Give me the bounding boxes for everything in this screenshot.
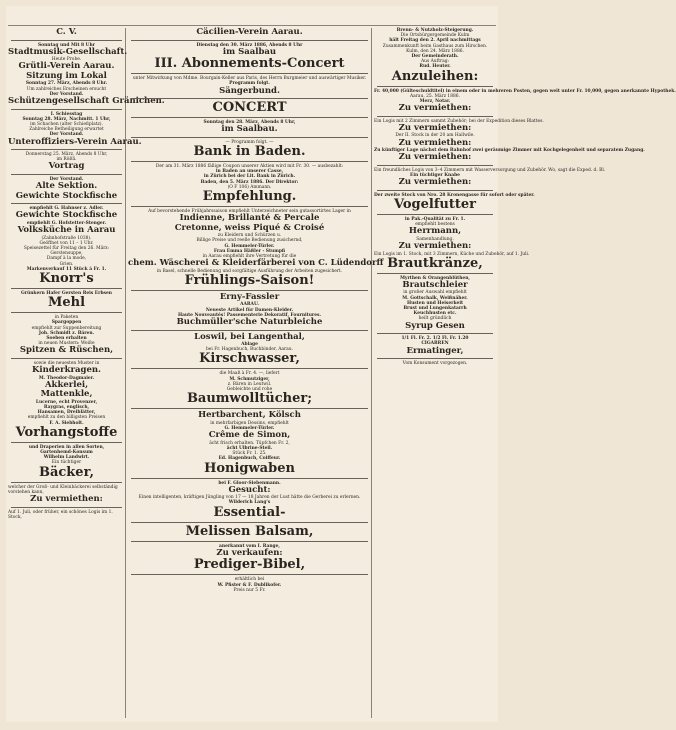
col3-line: Ein freundliches Logis von 3–4 Zimmern mit Wasserversorgung und Zubehör. Wo, sagt die Exped. d. Bl. <box>374 167 606 173</box>
col1-line: Akkerlei, <box>44 379 89 390</box>
col1-line: Gerstensuppe, <box>50 251 83 257</box>
ad-divider <box>131 478 368 479</box>
col2-line: AARAU. <box>240 302 259 308</box>
col3-line: Der Gemeinderath. <box>411 54 459 60</box>
ad-divider <box>11 288 122 289</box>
col1-line: C. V. <box>56 27 77 37</box>
col1-line: in Paketen <box>54 315 79 321</box>
col1-line: Volksküche in Aarau <box>17 225 116 236</box>
ad-divider <box>11 482 122 483</box>
col2-line: Erny-Fassler <box>219 291 280 302</box>
col3-line: Vom Konsument vorgezogen. <box>402 361 468 367</box>
col2-line: Der am 31. März 1886 fällige Coupon unserer Aktien wird mit Fr. 30. — ausbezahlt: <box>155 164 344 170</box>
ad-divider <box>11 442 122 443</box>
col2-line: Prediger-Bibel, <box>193 557 306 573</box>
col3-line: in Pak.-Qualität zu Fr. 1. <box>404 216 466 222</box>
col3-line: 1/1 Fl. Fr. 2. 1/2 Fl. Fr. 1.20 <box>401 336 469 342</box>
col2-line: im Saalbau <box>222 46 277 57</box>
col1-line: Spargoppen <box>51 320 82 326</box>
col3-line: Brautkränze, <box>387 255 483 271</box>
col3-line: Der II. Stock in der 20 am Hallwile. <box>395 133 475 139</box>
col1-line: Wilhelm Landwirt. <box>43 455 90 461</box>
col2-line: erhältlich bei <box>234 577 265 583</box>
col1-line: Markenverkauf 11 Stück à Fr. 1. <box>26 266 107 272</box>
col1-line: und Draperien in allen Sorten, <box>28 444 105 450</box>
col3-line: Zu künftiger Lage nächst dem Bahnhof zwei geräumige Zimmer mit Kochgelegenheit und separatem Zugang. <box>374 148 645 154</box>
col2-line: Ablage <box>241 342 258 348</box>
col3-line: Zu vermiethen: <box>398 103 472 114</box>
ad-divider <box>131 541 368 542</box>
col1-line: Speisezettel für Freitag den 26. März: <box>23 245 110 251</box>
ad-divider <box>377 273 493 274</box>
ad-divider <box>11 174 122 175</box>
col2-line: die Maaß à Fr. 4. —, liefert <box>219 371 280 377</box>
col2-line: in Baden an unserer Casse, <box>215 169 284 175</box>
col1-line: Ein tüchtiger <box>51 460 82 466</box>
col1-line: empfiehlt G. Hahnser z. Adler. <box>29 206 104 212</box>
col1-line: I. Schiesstag <box>50 111 83 117</box>
col2-line: zu Kleidern und Schürzen u. <box>217 233 282 239</box>
ad-divider <box>131 330 368 331</box>
col3-line: heilt gründlich <box>418 316 452 322</box>
col2-line: Stück Fr. 1. 25. <box>232 451 267 457</box>
col2-line: Buchmüller'sche Naturbleiche <box>176 317 323 328</box>
col2-line: Auf bevorstehende Frühjahrssaison empfiehlt Unterzeichneter sein gutassortirtes Lager in <box>148 209 351 215</box>
col2-line: — Programm folgt. — <box>225 139 274 145</box>
col3-line: Zu vermiethen: <box>398 122 472 133</box>
col3-line: Anzuleihen: <box>391 68 479 84</box>
col1-line: Heute Probe. <box>51 57 82 63</box>
col1-line: M. Theodor-Dagmaier. <box>38 375 95 381</box>
ad-divider <box>377 214 493 215</box>
col2-line: Gebleichte und rohe <box>226 387 273 393</box>
col3-line: Vogelfutter <box>393 196 477 212</box>
col1-line: Geöffnet von 11 – 1 Uhr. <box>39 240 94 246</box>
col3-line: Husten und Heiserkeit <box>406 300 464 306</box>
col1-line: Sonntag 28. März, Nachmitt. 1 Uhr, <box>22 116 111 122</box>
col2-line: Einen intelligenten, kräftigen Jüngling von 17 — 18 Jahren der Lust hätte die Gerberei zu erlernen. <box>138 495 361 501</box>
col3-line: Der zweite Stock von Nro. 28 Kronengasse für sofort oder später. <box>374 192 535 198</box>
col2-line: ächt Ulbrine-Steil. <box>226 445 273 451</box>
ad-divider <box>11 149 122 150</box>
col1-line: Der Vorstand. <box>49 91 84 97</box>
col2-line: in Basel, schnelle Bedienung und sorgfältige Ausführung der Arbeiten zugesichert. <box>156 268 343 274</box>
col1-line: Schützengesellschaft Gränichen. <box>8 96 165 107</box>
col1-line: Gewichte Stockfische <box>15 210 118 221</box>
col3-line: Brenn- & Nutzholz-Steigerung. <box>396 28 474 33</box>
ad-divider <box>131 137 368 138</box>
col1-line: Alte Sektion. <box>35 181 98 192</box>
column-left <box>8 27 165 718</box>
col1-line: Kinderkragen. <box>32 365 101 376</box>
col2-line: Haute Nouveautés! Passementerie Dekoratif, Fournitures. <box>177 312 322 318</box>
col2-line: Baumwolltücher; <box>186 391 313 407</box>
col1-line: Der Vorstand. <box>49 132 84 138</box>
col1-line: Spitzen & Rüschen, <box>19 345 114 356</box>
column-right <box>374 28 676 718</box>
col2-line: anerkannt vom I. Range, <box>219 543 280 549</box>
ad-divider <box>377 86 493 87</box>
col2-line: im Saalbau. <box>221 124 278 135</box>
col2-line: Sonntag den 28. März, Abends 8 Uhr, <box>203 120 296 126</box>
page-header-rule <box>8 8 496 26</box>
col3-line: CIGARREN <box>421 341 449 347</box>
col3-line: Zu vermiethen: <box>398 137 472 148</box>
col2-line: Wilderich Lang's <box>228 500 271 506</box>
col1-line: Zu vermiethen: <box>30 494 103 505</box>
col1-line: Grünkern Hafer Gersten Reis Erbsen <box>20 290 112 296</box>
col3-line: Zu vermiethen: <box>398 152 472 163</box>
col3-line: Fr. 40,000 (Gülteschuldtitel) in einem oder in mehreren Posten, gegen weit unter Fr. 10,000, gegen anerkannte Hypothek. <box>374 88 676 94</box>
col1-line: in neuen Mustern: Weiße <box>38 341 95 347</box>
col2-line: G. Hemmeler-Türler. <box>224 243 275 249</box>
col1-line: Grien. <box>59 261 74 267</box>
col2-line: G. Hemmeler-Türler. <box>224 425 275 431</box>
col2-line: Cretonne, weiss Piqué & Croisé <box>174 222 325 233</box>
col2-line: bei F. Gloor-Siebenmann. <box>218 480 281 486</box>
col2-line: in Zürich bei der Lit. Bank in Zürich. <box>203 174 296 180</box>
col3-line: Rud. Heuter. <box>419 64 451 70</box>
col3-line: Keuchhusten etc. <box>413 311 457 317</box>
ad-divider <box>377 190 493 191</box>
col2-line: Programm folgt. <box>229 81 270 87</box>
col1-line: im Schachen (alter Schießplatz). <box>30 121 103 127</box>
col1-line: Vorhangstoffe <box>15 424 118 440</box>
col2-line: Neueste Artikel für Damen-Kleider. <box>205 307 294 313</box>
col3-line: Myrthen & Orangenblüthen, <box>400 275 470 281</box>
col3-line: Syrup Gesen <box>405 320 465 331</box>
col3-line: empfiehlt bestens <box>415 222 455 228</box>
col2-line: Empfehlung. <box>202 189 297 205</box>
col3-line: Ein tüchtiger Knabe <box>410 173 460 179</box>
col1-line: Unteroffiziers-Verein Aarau. <box>8 136 142 147</box>
col3-line: Die Ortsbürgergemeinde Kulm <box>400 33 470 39</box>
col2-line: Preis nur 5 Fr. <box>233 587 266 593</box>
col2-line: Indienne, Brillanté & Percale <box>179 213 320 224</box>
col1-line: Donnerstag 25. März, Abends 8 Uhr, <box>25 152 108 158</box>
col3-line: Ermatinger, <box>406 345 464 356</box>
col2-line: III. Abonnements-Concert <box>154 56 345 72</box>
col1-line: (Zahnhofstraße 1038). <box>41 235 92 241</box>
ad-divider <box>131 368 368 369</box>
col2-line: W. Pfister & F. Dublikofer. <box>217 582 282 588</box>
col2-line: Essential- <box>213 504 286 520</box>
col2-line: ächt frisch erhalten. Tüpfchen Fr. 2, <box>209 440 290 446</box>
col3-line: Aus Auftrag: <box>420 59 450 65</box>
col2-line: chem. Wäscherei & Kleiderfärberei von C. Lüdendorff <box>128 258 384 269</box>
col3-line: in großer Auswahl empfiehlt <box>403 290 467 296</box>
col1-line: Hansamen, Dreiblätter, <box>37 410 96 416</box>
col2-line: unter Mitwirkung von Mdme. Bourgain-Keller aus Paris, des Herrn Burgmeier und auswärtiger Musiker. <box>132 76 367 82</box>
col1-line: F. A. Siebholt. <box>49 420 84 426</box>
col3-line: Ein Logis im 1. Stock, mit 3 Zimmern, Küche und Zubehör, auf 1. Juli. <box>374 251 530 257</box>
ad-divider <box>11 109 122 110</box>
col3-line: Samenhandlung. <box>416 236 454 242</box>
col1-line: Gartenhemd-Konsum <box>40 450 93 456</box>
col1-line: Um zahlreiches Erscheinen ersucht <box>26 86 107 92</box>
ad-divider <box>377 358 493 359</box>
col2-line: Cäcilien-Verein Aarau. <box>196 27 303 37</box>
ad-divider <box>11 312 122 313</box>
col1-line: empfiehlt zur Suppenbereitung <box>31 325 102 331</box>
col3-line: Herrmann, <box>408 226 462 237</box>
col3-line: Aarau, 25. März 1886. <box>410 93 460 99</box>
ad-divider <box>377 333 493 334</box>
col1-line: Mehl <box>47 295 86 311</box>
col1-line: Sonntag 27. März, Abends 8 Uhr. <box>25 81 108 87</box>
col3-line: Kulm, den 24. März 1886. <box>406 48 464 54</box>
col2-line: z. Bären in Leutwil. <box>227 381 272 387</box>
ad-divider <box>377 165 493 166</box>
ad-divider <box>131 98 368 99</box>
col2-line: Crême de Simon, <box>208 430 291 441</box>
col1-line: im Rößli. <box>56 157 77 163</box>
col3-line: Zusammenkunft beim Gasthaus zum Hirschen. <box>382 43 488 49</box>
col1-line: sowie die neuesten Muster in <box>33 360 100 366</box>
col1-line: empfiehlt zu den billigsten Preisen <box>27 415 106 421</box>
ad-divider <box>131 522 368 523</box>
col1-line: Bäcker, <box>38 464 95 480</box>
ad-divider <box>131 574 368 575</box>
col1-line: Raygras, englisch, <box>43 405 90 410</box>
col1-line: Lucerne, echt Provenzer, <box>35 399 98 405</box>
col2-line: (O F 106) Ammann. <box>227 184 272 190</box>
col2-line: Frau Emma Häßler - Stumpfi <box>213 248 286 254</box>
col1-line: Gewichte Stockfische <box>15 190 118 201</box>
ad-divider <box>131 290 368 291</box>
ad-divider <box>377 116 493 117</box>
col3-line: Brust und Lungenkatarrh <box>403 306 467 312</box>
col2-line: Dienstag den 30. März 1886, Abends 8 Uhr <box>196 42 303 48</box>
col3-line: Zu vermiethen: <box>398 177 472 188</box>
col1-line: Vortrag <box>48 161 85 172</box>
col1-line: Auf 1. Juli, oder früher, ein schönes Logis im 1. Stock, <box>8 509 113 520</box>
col3-line: Brautschleier <box>402 279 468 290</box>
col3-line: Ein Logis mit 2 Zimmern sammt Zubehör; bei der Expedition dieses Blattes. <box>374 118 544 124</box>
col2-line: in Aarau empfiehlt ihre Vertretung für die <box>202 254 297 260</box>
col2-line: Bank in Baden. <box>193 144 306 160</box>
col1-line: Dampf à la mode, <box>46 256 87 262</box>
col2-line: Baden, den 5. März 1886. Der Direktor: <box>200 179 299 185</box>
col1-line: Der Vorstand. <box>49 176 84 182</box>
col1-line: Mattenkle, <box>40 389 93 400</box>
col1-line: Sonntag und Mit 8 Uhr <box>38 42 95 48</box>
col1-line: Zahlreiche Betheiligung erwartet <box>29 127 104 133</box>
col2-line: Ed. Hagenbuch, Coiffeur. <box>218 456 281 462</box>
col1-line: welcher der Groß- und Kleinbäckerei selbständig vorstehen kann, <box>8 484 118 495</box>
col2-line: Zu verkaufen: <box>216 547 283 558</box>
ad-divider <box>131 161 368 162</box>
col2-line: Gesucht: <box>228 484 271 495</box>
col2-line: CONCERT <box>212 100 287 116</box>
ad-divider <box>11 40 122 41</box>
ad-divider <box>131 73 368 74</box>
col2-line: in mehrfarbigen Dessins, empfiehlt <box>210 420 289 426</box>
col2-line: Honigwaben <box>204 460 295 476</box>
col2-line: M. Schmutziger, <box>229 376 270 382</box>
col2-line: Loswil, bei Langenthal, <box>194 331 305 342</box>
col1-line: Soeben erhalten <box>46 335 87 341</box>
col1-line: Knorr's <box>39 270 94 286</box>
ad-divider <box>131 206 368 207</box>
col2-line: Hertbarchent, Kölsch <box>198 410 301 421</box>
col2-line: Billige Preise und reelle Bedienung zusichernd, <box>196 238 303 244</box>
col2-line: bei Fr. Hagenbuch, Buchbinder, Aarau. <box>206 347 293 353</box>
col2-line: Sängerbund. <box>219 85 280 96</box>
col1-line: empfiehlt G. Hofstetter-Stenger. <box>26 220 107 226</box>
ad-divider <box>11 507 122 508</box>
ad-divider <box>131 117 368 118</box>
col2-line: Melissen Balsam, <box>185 523 314 539</box>
ad-divider <box>131 40 368 41</box>
col1-line: Grütli-Verein Aarau. <box>18 61 115 72</box>
col2-line: Kirschwasser, <box>199 351 300 367</box>
ad-divider <box>11 203 122 204</box>
column-center <box>128 27 384 718</box>
col3-line: hält Freitag den 2. April nachmittags <box>389 38 481 44</box>
col3-line: Merz, Notar. <box>419 99 451 105</box>
col3-line: Zu vermiethen: <box>398 241 472 252</box>
col1-line: Sitzung im Lokal <box>26 70 107 81</box>
col1-line: Stadtmusik-Gesellschaft. <box>8 46 128 57</box>
ad-divider <box>11 358 122 359</box>
col2-line: Frühlings-Saison! <box>184 272 315 288</box>
col1-line: Joh. Schmidt z. Bären. <box>38 330 95 336</box>
newspaper-page <box>6 6 676 722</box>
col3-line: M. Gottschalk, Weißnäher. <box>402 295 468 301</box>
